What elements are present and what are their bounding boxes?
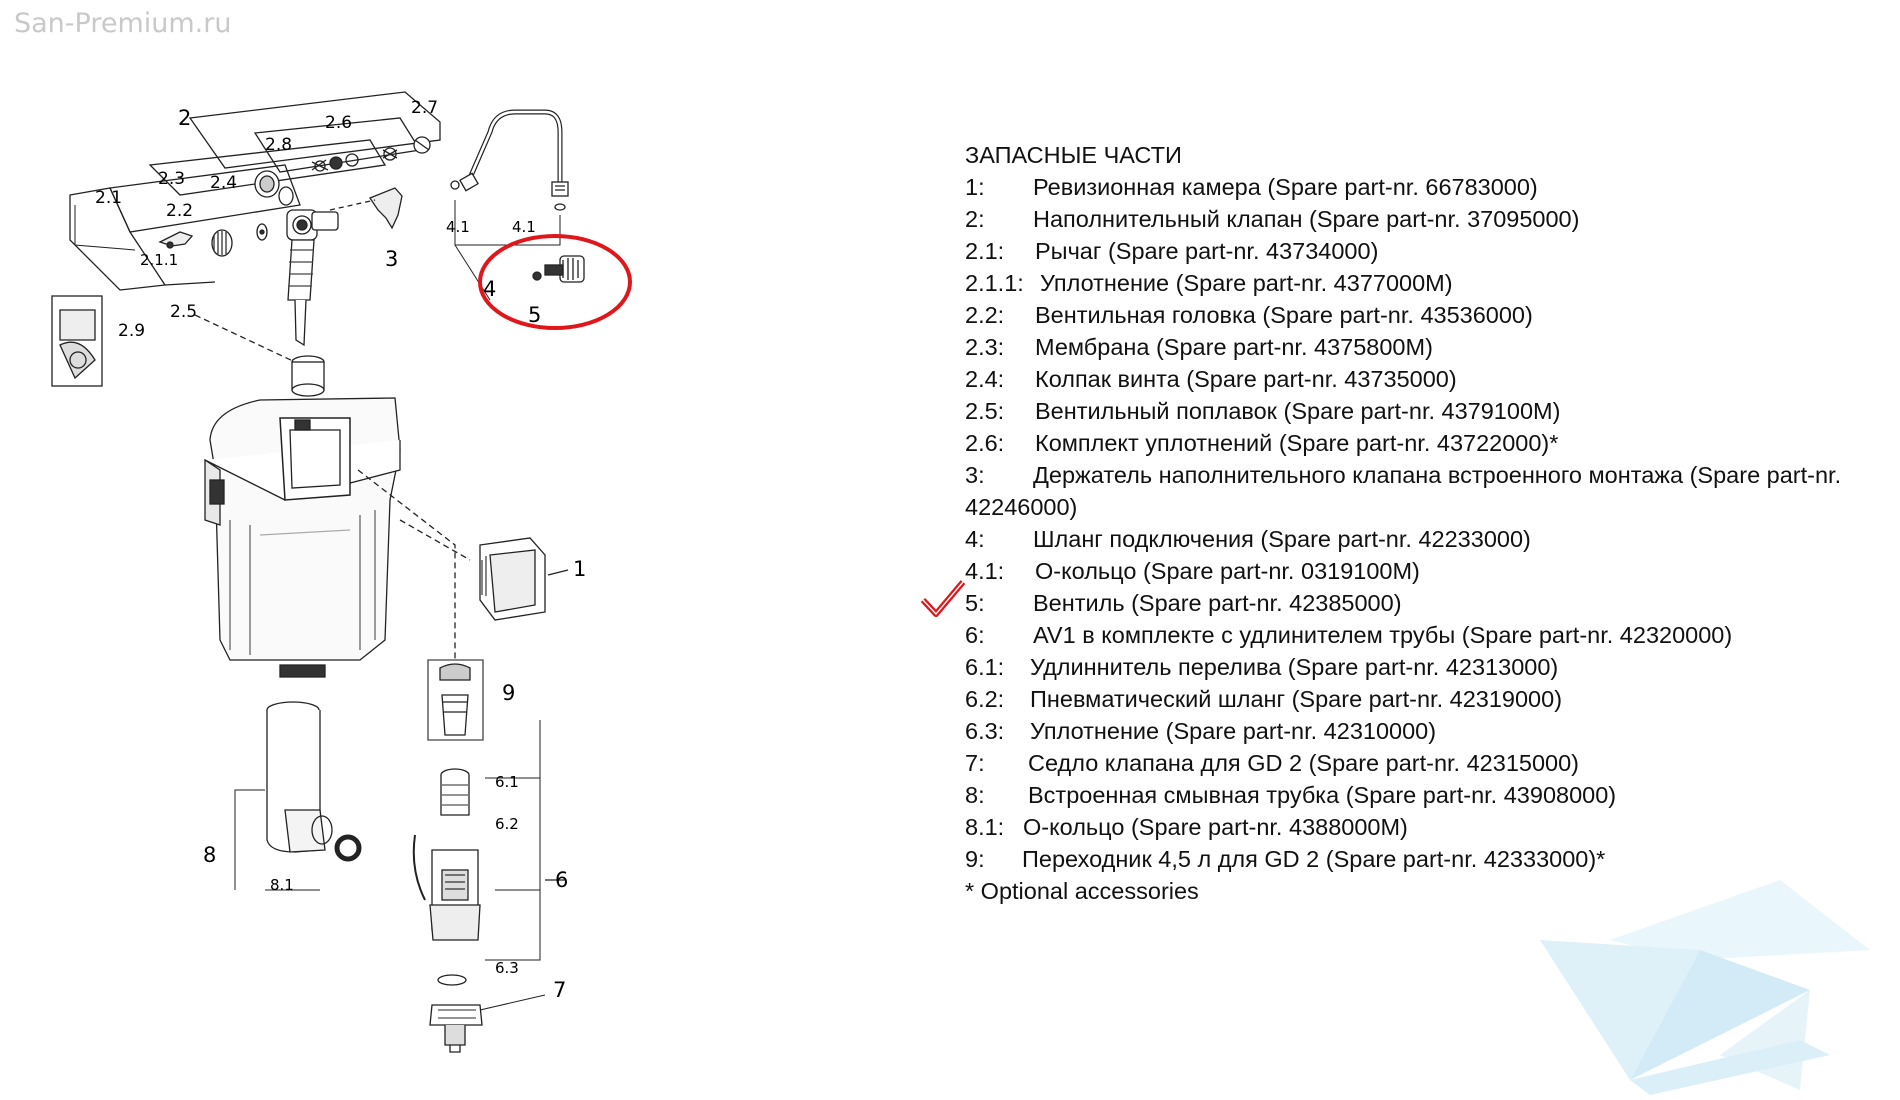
highlight-circle (480, 236, 630, 328)
part-row-6 (965, 619, 1865, 651)
valve-head-2-2 (212, 230, 232, 256)
checkmark-icon (920, 578, 966, 620)
callout-5: 5 (528, 303, 542, 327)
callout-2-9: 2.9 (118, 321, 146, 341)
callout-2-2: 2.2 (166, 201, 194, 221)
part-row-3 (965, 459, 1865, 523)
leader-2-5 (195, 315, 295, 362)
callout-4-1b: 4.1 (512, 218, 536, 236)
part-description: Встроенная смывная трубка (Spare part-nr. 43908000) (1028, 782, 1617, 808)
part-number: 6: (965, 622, 985, 648)
part-number: 8: (965, 782, 985, 808)
callout-2-1-1: 2.1.1 (140, 251, 179, 269)
flush-pipe-8 (235, 702, 359, 890)
callout-2-1: 2.1 (95, 188, 123, 208)
valve-5 (533, 256, 584, 282)
part-number: 1: (965, 174, 985, 200)
part-row-6-2 (965, 683, 1865, 715)
callout-9: 9 (502, 681, 516, 705)
part-description: Держатель наполнительного клапана встроенного монтажа (Spare part-nr. 42246000) (965, 462, 1842, 520)
part-row-1 (965, 171, 1865, 203)
part-row-2-6 (965, 427, 1865, 459)
callout-1: 1 (573, 557, 587, 581)
watermark-text: San-Premium.ru (14, 8, 232, 39)
callout-2-4: 2.4 (210, 173, 238, 193)
part-number: 3: (965, 462, 985, 488)
part-description: Седло клапана для GD 2 (Spare part-nr. 42315000) (1028, 750, 1579, 776)
callout-2-6: 2.6 (325, 113, 353, 133)
flush-valve-6 (414, 835, 480, 985)
part-row-2-5 (965, 395, 1865, 427)
part-number: 2.3: (965, 334, 1005, 360)
part-row-2-3 (965, 331, 1865, 363)
callout-4: 4 (483, 277, 497, 301)
part-row-9 (965, 843, 1865, 875)
part-description: О-кольцо (Spare part-nr. 0319100M) (1035, 558, 1420, 584)
callout-2-7: 2.7 (411, 98, 439, 118)
part-description: Комплект уплотнений (Spare part-nr. 43722000)* (1035, 430, 1559, 456)
part-row-2 (965, 203, 1865, 235)
callout-3: 3 (385, 247, 399, 271)
optional-accessories-note: * Optional accessories (965, 878, 1199, 904)
fill-valve-2 (287, 210, 338, 345)
part-description: Уплотнение (Spare part-nr. 42310000) (1030, 718, 1437, 744)
part-description: Вентиль (Spare part-nr. 42385000) (1033, 590, 1402, 616)
callout-6-3: 6.3 (495, 959, 519, 977)
parts-list-title: ЗАПАСНЫЕ ЧАСТИ (965, 142, 1182, 168)
part-number: 2.4: (965, 366, 1005, 392)
callout-2-3: 2.3 (158, 169, 186, 189)
callout-2-5: 2.5 (170, 302, 198, 322)
part-number: 2.5: (965, 398, 1005, 424)
part-description: Колпак винта (Spare part-nr. 43735000) (1035, 366, 1457, 392)
part-row-2-4 (965, 363, 1865, 395)
spare-parts-list (965, 139, 1865, 907)
holder-3 (330, 188, 402, 228)
part-description: AV1 в комплекте с удлинителем трубы (Spare part-nr. 42320000) (1033, 622, 1733, 648)
part-description: Ревизионная камера (Spare part-nr. 66783000) (1033, 174, 1538, 200)
part-description: Уплотнение (Spare part-nr. 4377000M) (1040, 270, 1453, 296)
callout-4-1a: 4.1 (446, 218, 470, 236)
part-number: 5: (965, 590, 985, 616)
callout-6-2: 6.2 (495, 815, 519, 833)
part-number: 6.3: (965, 718, 1005, 744)
part-row-2-1 (965, 235, 1865, 267)
part-row-4-1 (965, 555, 1865, 587)
part-number: 4.1: (965, 558, 1005, 584)
part-number: 2.6: (965, 430, 1005, 456)
cistern-tank (205, 398, 470, 677)
part-number: 4: (965, 526, 985, 552)
part-number: 2.1: (965, 238, 1005, 264)
float-2-5 (292, 356, 324, 396)
lever-2-9 (52, 296, 102, 386)
part-row-8 (965, 779, 1865, 811)
part-description: Пневматический шланг (Spare part-nr. 42319000) (1030, 686, 1563, 712)
callout-2: 2 (178, 106, 192, 130)
sail-logo-icon (1500, 880, 1880, 1100)
callout-6: 6 (555, 868, 569, 892)
part-description: Удлиннитель перелива (Spare part-nr. 42313000) (1030, 654, 1559, 680)
part-description: Шланг подключения (Spare part-nr. 42233000) (1033, 526, 1531, 552)
part-row-5 (965, 587, 1865, 619)
membrane-2-3 (257, 224, 267, 240)
valve-seat-7 (430, 995, 545, 1052)
part-row-4 (965, 523, 1865, 555)
part-row-2-1-1 (965, 267, 1865, 299)
lever-2-1 (160, 232, 192, 248)
part-description: Мембрана (Spare part-nr. 4375800M) (1035, 334, 1433, 360)
part-row-6-1 (965, 651, 1865, 683)
part-number: 2: (965, 206, 985, 232)
part-description: Вентильная головка (Spare part-nr. 43536000) (1035, 302, 1533, 328)
part-description: Наполнительный клапан (Spare part-nr. 37095000) (1033, 206, 1580, 232)
part-row-8-1 (965, 811, 1865, 843)
part-number: 8.1: (965, 814, 1005, 840)
exploded-parts-diagram (0, 0, 900, 1100)
callout-7: 7 (553, 978, 567, 1002)
part-number: 9: (965, 846, 985, 872)
callout-2-8: 2.8 (265, 135, 293, 155)
screw-cap-2-4 (255, 171, 293, 205)
part-description: Вентильный поплавок (Spare part-nr. 4379100M) (1035, 398, 1561, 424)
callout-8: 8 (203, 843, 217, 867)
part-description: О-кольцо (Spare part-nr. 4388000M) (1023, 814, 1408, 840)
part-number: 2.2: (965, 302, 1005, 328)
part-row-7 (965, 747, 1865, 779)
inspection-box-1 (480, 538, 568, 620)
callout-8-1: 8.1 (270, 876, 294, 894)
part-row-2-2 (965, 299, 1865, 331)
part-number: 6.1: (965, 654, 1005, 680)
adapter-9 (428, 660, 483, 740)
part-description: Переходник 4,5 л для GD 2 (Spare part-nr. 42333000)* (1022, 846, 1606, 872)
part-number: 7: (965, 750, 985, 776)
part-description: Рычаг (Spare part-nr. 43734000) (1035, 238, 1379, 264)
callout-6-1: 6.1 (495, 773, 519, 791)
part-number: 6.2: (965, 686, 1005, 712)
part-number: 2.1.1: (965, 270, 1024, 296)
part-row-6-3 (965, 715, 1865, 747)
